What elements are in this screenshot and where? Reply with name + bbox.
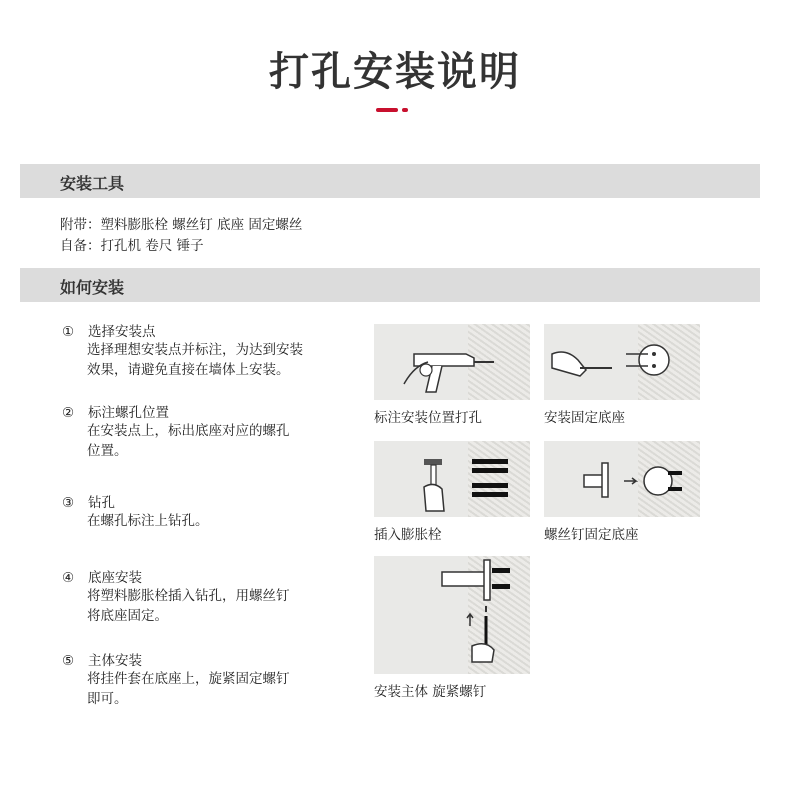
included-tools-text: 附带：塑料膨胀栓 螺丝钉 底座 固定螺丝 xyxy=(60,217,303,233)
self-provided-tools-text: 自备：打孔机 卷尺 锤子 xyxy=(60,238,204,254)
step-title: 钻孔 xyxy=(88,495,115,511)
step-title: 选择安装点 xyxy=(88,324,156,340)
section-header-install xyxy=(20,268,760,302)
mount-body-icon xyxy=(374,556,530,674)
step-item xyxy=(62,649,352,709)
figure-screw-base xyxy=(544,441,700,543)
title-underline xyxy=(376,108,408,113)
figure-drill xyxy=(374,324,530,426)
step-description: 在螺孔标注上钻孔。 xyxy=(87,513,209,529)
figure-caption: 螺丝钉固定底座 xyxy=(544,527,639,543)
step-title: 主体安装 xyxy=(88,653,142,669)
page-title: 打孔安装说明 xyxy=(269,49,521,95)
step-number: ② xyxy=(62,405,75,421)
figure-screwdriver xyxy=(544,324,700,426)
step-item xyxy=(62,491,352,531)
step-number: ④ xyxy=(62,570,75,586)
step-number: ⑤ xyxy=(62,653,75,669)
drill-wall-icon xyxy=(374,324,530,400)
step-description: 将塑料膨胀栓插入钻孔，用螺丝钉 将底座固定。 xyxy=(87,588,290,624)
step-number: ③ xyxy=(62,495,75,511)
screwdriver-base-icon xyxy=(544,324,700,400)
step-description: 将挂件套在底座上，旋紧固定螺钉 即可。 xyxy=(87,671,290,707)
step-title: 底座安装 xyxy=(88,570,142,586)
step-item xyxy=(62,401,352,461)
figure-mount-body xyxy=(374,556,530,700)
figure-caption: 安装主体 旋紧螺钉 xyxy=(374,684,487,700)
screw-base-icon xyxy=(544,441,700,517)
step-description: 选择理想安装点并标注，为达到安装 效果，请避免直接在墙体上安装。 xyxy=(87,342,303,378)
step-title: 标注螺孔位置 xyxy=(88,405,169,421)
hammer-anchor-icon xyxy=(374,441,530,517)
figure-caption: 插入膨胀栓 xyxy=(374,527,442,543)
step-number: ① xyxy=(62,324,75,340)
section-header-tools xyxy=(20,164,760,198)
figure-caption: 安装固定底座 xyxy=(544,410,625,426)
figure-caption: 标注安装位置打孔 xyxy=(374,410,482,426)
section-heading: 如何安装 xyxy=(60,278,125,297)
step-item xyxy=(62,566,352,626)
step-description: 在安装点上，标出底座对应的螺孔 位置。 xyxy=(87,423,290,459)
step-item xyxy=(62,320,352,380)
figure-anchor xyxy=(374,441,530,543)
section-heading: 安装工具 xyxy=(60,174,125,193)
